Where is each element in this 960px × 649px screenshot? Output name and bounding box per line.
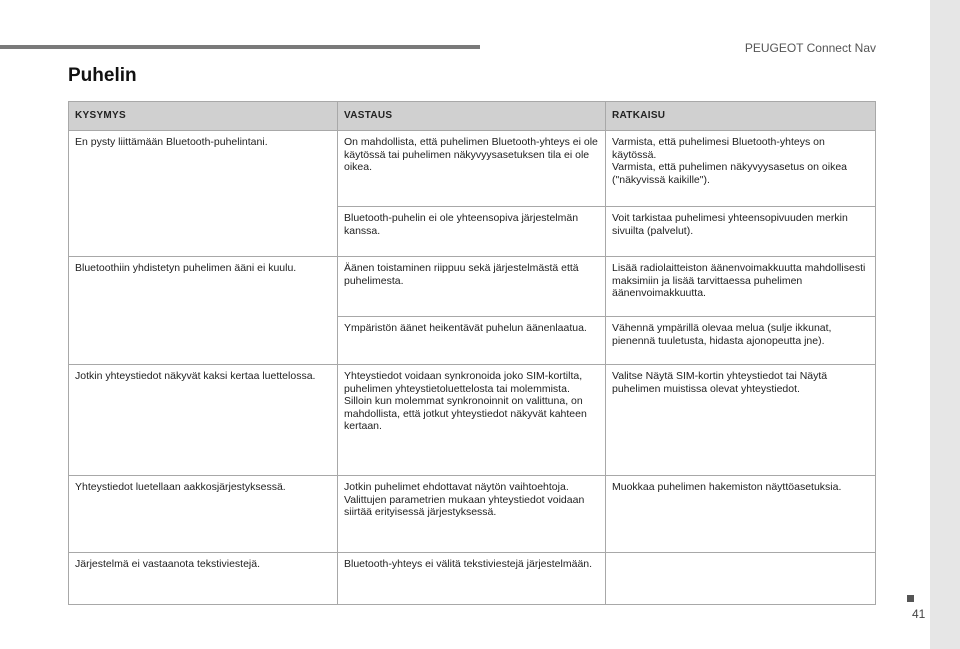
section-marker	[907, 595, 914, 602]
question-cell: Jotkin yhteystiedot näkyvät kaksi kertaa luettelossa.	[69, 365, 338, 476]
answer-cell: Ympäristön äänet heikentävät puhelun äänenlaatua.	[338, 317, 606, 365]
solution-cell: Voit tarkistaa puhelimesi yhteensopivuuden merkin sivuilta (palvelut).	[606, 207, 876, 257]
page-edge-band	[930, 0, 960, 649]
column-header-answer: VASTAUS	[338, 102, 606, 131]
question-cell: Yhteystiedot luetellaan aakkosjärjestyksessä.	[69, 476, 338, 553]
solution-cell	[606, 553, 876, 605]
table-row	[69, 365, 876, 476]
table-header-row	[69, 102, 876, 131]
solution-cell: Vähennä ympärillä olevaa melua (sulje ikkunat, pienennä tuuletusta, hidasta ajonopeutta jne).	[606, 317, 876, 365]
solution-cell: Valitse Näytä SIM-kortin yhteystiedot tai Näytä puhelimen muistissa olevat yhteystiedot.	[606, 365, 876, 476]
answer-cell: Jotkin puhelimet ehdottavat näytön vaihtoehtoja. Valittujen parametrien mukaan yhteystiedot voidaan siirtää erityisessä järjestyksessä.	[338, 476, 606, 553]
troubleshooting-table	[68, 101, 876, 605]
column-header-solution: RATKAISU	[606, 102, 876, 131]
header-rule	[0, 45, 480, 49]
table-row	[69, 131, 876, 207]
column-header-question: KYSYMYS	[69, 102, 338, 131]
answer-cell: Bluetooth-puhelin ei ole yhteensopiva järjestelmän kanssa.	[338, 207, 606, 257]
answer-cell: Bluetooth-yhteys ei välitä tekstiviestejä järjestelmään.	[338, 553, 606, 605]
header-brand: PEUGEOT Connect Nav	[744, 41, 876, 55]
question-cell: Järjestelmä ei vastaanota tekstiviestejä.	[69, 553, 338, 605]
page-number: 41	[912, 607, 926, 621]
table-row	[69, 476, 876, 553]
answer-cell: On mahdollista, että puhelimen Bluetooth-yhteys ei ole käytössä tai puhelimen näkyvyysasetuksen tila ei ole oikea.	[338, 131, 606, 207]
question-cell: En pysty liittämään Bluetooth-puhelintani.	[69, 131, 338, 257]
solution-cell: Lisää radiolaitteiston äänenvoimakkuutta mahdollisesti maksimiin ja lisää tarvittaessa puhelimen äänenvoimakkuutta.	[606, 257, 876, 317]
answer-cell: Äänen toistaminen riippuu sekä järjestelmästä että puhelimesta.	[338, 257, 606, 317]
table-row	[69, 257, 876, 317]
solution-cell: Varmista, että puhelimesi Bluetooth-yhteys on käytössä. Varmista, että puhelimen näkyvyysasetus on oikea ("näkyvissä kaikille").	[606, 131, 876, 207]
question-cell: Bluetoothiin yhdistetyn puhelimen ääni ei kuulu.	[69, 257, 338, 365]
solution-cell: Muokkaa puhelimen hakemiston näyttöasetuksia.	[606, 476, 876, 553]
answer-cell: Yhteystiedot voidaan synkronoida joko SIM-kortilta, puhelimen yhteystietoluettelosta tai molemmista. Silloin kun molemmat synkronoinnit on valittuna, on mahdollista, että jotkut yhteystiedot näkyvät kahteen kertaan.	[338, 365, 606, 476]
table-row	[69, 553, 876, 605]
page-title: Puhelin	[68, 65, 137, 86]
